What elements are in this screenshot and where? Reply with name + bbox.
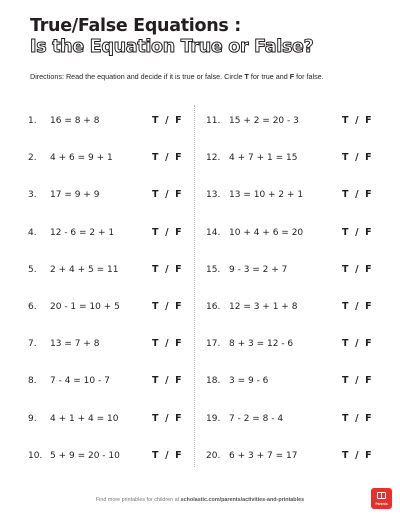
book-icon — [377, 492, 386, 499]
problem-row — [206, 339, 382, 355]
true-false-choice[interactable]: T / F — [152, 115, 182, 126]
problem-row — [28, 302, 192, 318]
true-false-choice[interactable]: T / F — [152, 227, 182, 238]
problem-number: 18. — [206, 376, 221, 386]
problem-equation: 2 + 4 + 5 = 11 — [50, 265, 119, 275]
problem-row — [206, 376, 382, 392]
true-false-choice[interactable]: T / F — [152, 338, 182, 349]
problem-number: 1. — [28, 116, 37, 126]
worksheet-subtitle: Is the Equation True or False? — [30, 37, 314, 57]
true-false-choice[interactable]: T / F — [152, 450, 182, 461]
true-false-choice[interactable]: T / F — [152, 264, 182, 275]
problem-equation: 8 + 3 = 12 - 6 — [229, 339, 294, 349]
problem-equation: 4 + 1 + 4 = 10 — [50, 414, 119, 424]
true-false-choice[interactable]: T / F — [152, 375, 182, 386]
problem-equation: 3 = 9 - 6 — [229, 376, 269, 386]
problem-equation: 13 = 10 + 2 + 1 — [229, 190, 304, 200]
problem-number: 11. — [206, 116, 221, 126]
directions-text-2: for true and — [248, 72, 290, 81]
problem-equation: 12 - 6 = 2 + 1 — [50, 228, 115, 238]
problem-number: 15. — [206, 265, 221, 275]
true-false-choice[interactable]: T / F — [152, 301, 182, 312]
true-false-choice[interactable]: T / F — [342, 115, 372, 126]
logo-text: Parents — [375, 501, 388, 506]
problem-number: 13. — [206, 190, 221, 200]
footer — [0, 497, 400, 503]
problem-number: 16. — [206, 302, 221, 312]
problem-equation: 9 - 3 = 2 + 7 — [229, 265, 288, 275]
problem-row — [28, 414, 192, 430]
problem-number: 6. — [28, 302, 37, 312]
problem-number: 19. — [206, 414, 221, 424]
problem-equation: 4 + 6 = 9 + 1 — [50, 153, 113, 163]
problem-number: 20. — [206, 451, 221, 461]
problem-equation: 10 + 4 + 6 = 20 — [229, 228, 304, 238]
true-false-choice[interactable]: T / F — [342, 301, 372, 312]
directions-text-3: for false. — [294, 72, 324, 81]
true-false-choice[interactable]: T / F — [152, 413, 182, 424]
problem-equation: 4 + 7 + 1 = 15 — [229, 153, 298, 163]
problem-row — [206, 190, 382, 206]
true-false-choice[interactable]: T / F — [342, 264, 372, 275]
problem-number: 8. — [28, 376, 37, 386]
problem-number: 3. — [28, 190, 37, 200]
problem-number: 17. — [206, 339, 221, 349]
problem-equation: 13 = 7 + 8 — [50, 339, 100, 349]
problem-row — [206, 451, 382, 467]
problem-equation: 16 = 8 + 8 — [50, 116, 100, 126]
problem-equation: 7 - 2 = 8 - 4 — [229, 414, 284, 424]
problem-row — [28, 228, 192, 244]
column-divider — [194, 105, 195, 467]
footer-link[interactable]: scholastic.com/parents/activities-and-printables — [180, 497, 305, 503]
problem-row — [206, 228, 382, 244]
problem-number: 10. — [28, 451, 43, 461]
directions-false-letter: F — [289, 72, 295, 81]
problem-number: 12. — [206, 153, 221, 163]
true-false-choice[interactable]: T / F — [342, 152, 372, 163]
problem-equation: 15 + 2 = 20 - 3 — [229, 116, 299, 126]
true-false-choice[interactable]: T / F — [152, 189, 182, 200]
true-false-choice[interactable]: T / F — [152, 152, 182, 163]
true-false-choice[interactable]: T / F — [342, 189, 372, 200]
problem-equation: 17 = 9 + 9 — [50, 190, 100, 200]
problem-equation: 7 - 4 = 10 - 7 — [50, 376, 110, 386]
problem-row — [28, 153, 192, 169]
problem-row — [28, 339, 192, 355]
problem-equation: 12 = 3 + 1 + 8 — [229, 302, 298, 312]
problem-equation: 20 - 1 = 10 + 5 — [50, 302, 120, 312]
directions-text-1: Directions: Read the equation and decide if it is true or false. Circle — [30, 72, 245, 81]
problem-row — [206, 116, 382, 132]
true-false-choice[interactable]: T / F — [342, 338, 372, 349]
problem-number: 14. — [206, 228, 221, 238]
scholastic-parents-logo — [371, 488, 392, 509]
problem-row — [206, 153, 382, 169]
true-false-choice[interactable]: T / F — [342, 413, 372, 424]
problem-number: 9. — [28, 414, 37, 424]
problem-row — [28, 376, 192, 392]
problem-row — [206, 265, 382, 281]
true-false-choice[interactable]: T / F — [342, 375, 372, 386]
problem-number: 5. — [28, 265, 37, 275]
problem-row — [28, 265, 192, 281]
problem-row — [206, 414, 382, 430]
problem-row — [28, 451, 192, 467]
problem-number: 2. — [28, 153, 37, 163]
directions-true-letter: T — [244, 72, 249, 81]
problem-equation: 5 + 9 = 20 - 10 — [50, 451, 120, 461]
true-false-choice[interactable]: T / F — [342, 227, 372, 238]
problem-number: 7. — [28, 339, 37, 349]
problem-row — [28, 116, 192, 132]
problem-equation: 6 + 3 + 7 = 17 — [229, 451, 298, 461]
true-false-choice[interactable]: T / F — [342, 450, 372, 461]
problem-row — [28, 190, 192, 206]
problem-number: 4. — [28, 228, 37, 238]
directions — [30, 72, 324, 81]
footer-prefix: Find more printables for children at — [95, 497, 181, 503]
problem-row — [206, 302, 382, 318]
worksheet-title: True/False Equations : — [30, 16, 241, 36]
